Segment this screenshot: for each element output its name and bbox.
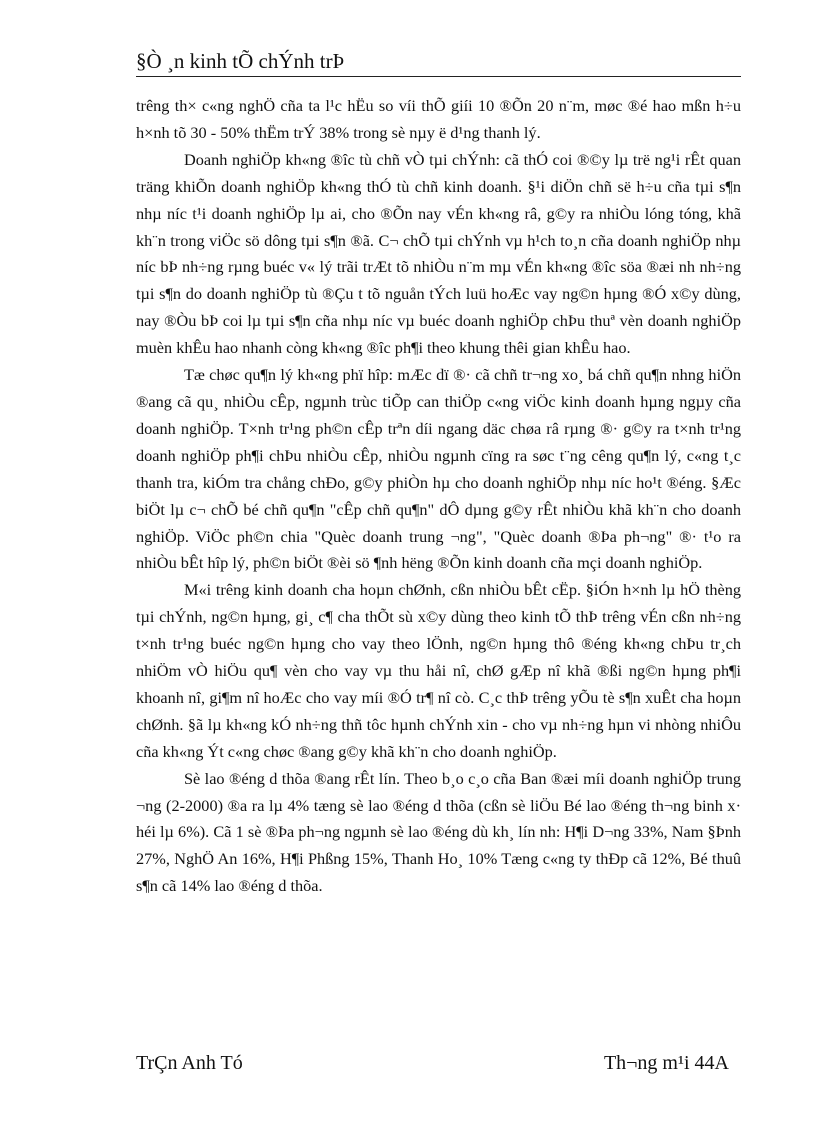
paragraph: Doanh nghiÖp kh«ng ®îc tù chñ vÒ tµi chÝnh: cã thÓ coi ®©y lµ trë ng¹i rÊt quan träng khiÕn doanh nghiÖp kh«ng thÓ tù chñ kinh doanh. §¹i diÖn chñ së h÷u cña tµi s¶n nhµ níc t¹i doanh nghiÖp lµ ai, cho ®Õn nay vÉn kh«ng râ, g©y ra nhiÒu lóng tóng, khã kh¨n trong viÖc sö dông tµi s¶n ®ã. C¬ chÕ tµi chÝnh vµ h¹ch to¸n cña doanh nghiÖp nhµ níc bÞ nh÷ng rµng buéc v« lý trãi trÆt tõ nhiÒu n¨m mµ vÉn kh«ng ®îc söa ®æi nh nh÷ng tµi s¶n do doanh nghiÖp tù ®Çu t tõ nguån tÝch luü hoÆc vay ng©n hµng ®Ó x©y dùng, nay ®Òu bÞ coi lµ tµi s¶n cña nhµ níc vµ buéc doanh nghiÖp chÞu thuª vèn doanh nghiÖp muèn khÊu hao nhanh còng kh«ng ®îc ph¶i theo khung thêi gian khÊu hao. [136,149,741,358]
paragraph: trêng th× c«ng nghÖ cña ta l¹c hËu so víi thÕ giíi 10 ®Õn 20 n¨m, møc ®é hao mßn h÷u h×nh tõ 30 - 50% thËm trÝ 38% trong sè nµy ë d¹ng thanh lý. [136,96,741,142]
footer-author: TrÇn Anh Tó [136,1052,243,1074]
footer-class: Th¬ng m¹i 44A [603,1052,729,1074]
paragraph: Sè lao ®éng d thõa ®ang rÊt lín. Theo b¸o c¸o cña Ban ®æi míi doanh nghiÖp trung ¬ng (2-2000) ®a ra lµ 4% tæng sè lao ®éng d thõa (cßn sè liÖu Bé lao ®éng th¬ng binh x· héi lµ 6%). Cã 1 sè ®Þa ph¬ng ngµnh sè lao ®éng dù kh¸ lín nh: H¶i D¬ng 33%, Nam §Þnh 27%, NghÖ An 16%, H¶i Phßng 15%, Thanh Ho¸ 10% Tæng c«ng ty thÐp cã 12%, Bé thuû s¶n cã 14% lao ®éng d thõa. [136,768,741,896]
page-header [136,48,741,77]
paragraph: M«i trêng kinh doanh cha hoµn chØnh, cßn nhiÒu bÊt cËp. §iÓn h×nh lµ hÖ thèng tµi chÝnh, ng©n hµng, gi¸ c¶ cha thÕt sù x©y dùng theo kinh tÕ thÞ trêng vÉn cßn nh÷ng t×nh tr¹ng buéc ng©n hµng cho vay theo lÖnh, ng©n hµng thô ®éng kh«ng chÞu tr¸ch nhiÖm vÒ hiÖu qu¶ vèn cho vay vµ thu håi nî, chØ gÆp nî khã ®ßi ng©n hµng ph¶i khoanh nî, gi¶m nî hoÆc cho vay míi ®Ó tr¶ nî cò. C¸c thÞ trêng yÕu tè s¶n xuÊt cha hoµn chØnh. §ã lµ kh«ng kÓ nh÷ng thñ tôc hµnh chÝnh xin - cho vµ nh÷ng hµn vi nhòng nhiÔu cña kh«ng Ýt c«ng chøc ®ang g©y khã kh¨n cho doanh nghiÖp. [136,580,741,761]
paragraph: Tæ chøc qu¶n lý kh«ng phï hîp: mÆc dï ®· cã chñ tr¬ng xo¸ bá chñ qu¶n nhng hiÖn ®ang cã qu¸ nhiÒu cÊp, ngµnh trùc tiÕp can thiÖp c«ng viÖc kinh doanh hµng ngµy cña doanh nghiÖp. T×nh tr¹ng ph©n cÊp trªn díi ngang däc chøa râ rµng ®· g©y ra t×nh tr¹ng doanh nghiÖp ph¶i chÞu nhiÒu cÊp, nhiÒu ngµnh cïng ra søc t¨ng cêng qu¶n lý, c«ng t¸c thanh tra, kiÓm tra chång chÐo, g©y phiÒn hµ cho doanh nghiÖp nhµ níc ho¹t ®éng. §Æc biÖt lµ c¬ chÕ bé chñ qu¶n "cÊp chñ qu¶n" dÔ dµng g©y rÊt nhiÒu khã kh¨n cho doanh nghiÖp. ViÖc ph©n chia "Quèc doanh trung ¬ng", "Quèc doanh ®Þa ph¬ng" ®· t¹o ra nhiÒu bÊt hîp lý, ph©n biÖt ®èi sö ¶nh hëng ®Õn kinh doanh cña mçi doanh nghiÖp. [136,365,741,573]
header-title: §Ò ¸n kinh tÕ chÝnh trÞ [136,49,345,73]
page-footer [136,1050,729,1076]
document-body [136,93,741,900]
